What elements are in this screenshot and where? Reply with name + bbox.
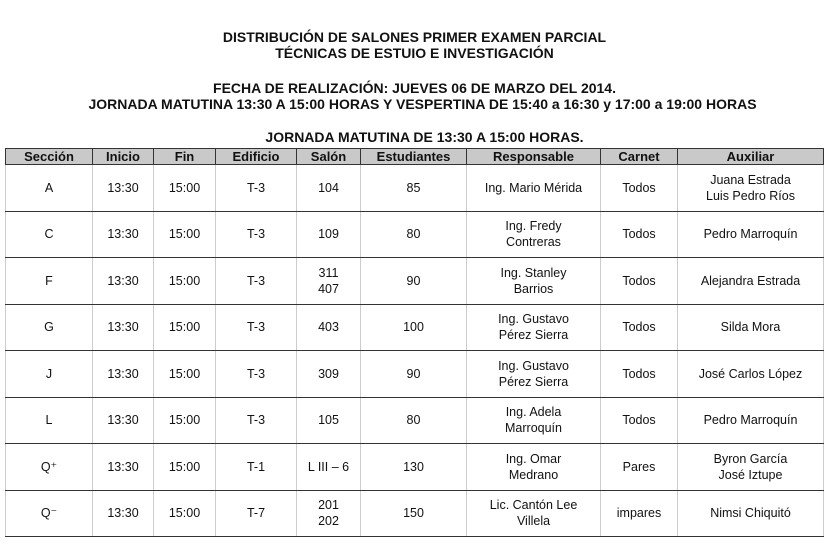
cell-text: Ing. Gustavo [498,312,569,327]
cell-text: Ing. Stanley [500,265,567,280]
cell-text: Todos [622,413,656,428]
table-cell [6,351,93,398]
table-cell [297,397,361,444]
table-cell [678,351,824,398]
table-cell [297,304,361,351]
cell-text: Marroquín [505,421,562,436]
cell-text: Pérez Sierra [498,328,569,343]
cell-text: L III – 6 [307,459,350,474]
table-cell [601,304,678,351]
table-cell [6,165,93,212]
cell-text: T-3 [246,273,266,288]
cell-text: Byron García [713,451,788,466]
column-header: Responsable [467,149,601,165]
table-cell [6,490,93,537]
cell-text: 201 [318,498,339,513]
cell-text: 80 [406,227,421,242]
table-cell [93,258,154,305]
cell-text: 90 [406,366,421,381]
table-cell [93,351,154,398]
cell-text: Q⁻ [40,506,58,521]
cell-text: T-1 [246,459,266,474]
cell-text: Luis Pedro Ríos [706,188,795,203]
table-cell [6,444,93,491]
table-cell [678,211,824,258]
cell-text: 80 [406,413,421,428]
table-cell [6,211,93,258]
table-cell [297,258,361,305]
table-cell [297,444,361,491]
cell-text: 85 [406,180,421,195]
column-header: Salón [297,149,361,165]
cell-text: Todos [622,320,656,335]
table-cell [467,165,601,212]
table-cell [601,351,678,398]
table-cell [467,490,601,537]
table-cell [361,304,467,351]
table-cell [361,165,467,212]
cell-text: 15:00 [168,227,201,242]
cell-text: L [45,413,53,428]
table-cell [601,258,678,305]
table-cell [154,397,216,444]
cell-text: Pedro Marroquín [703,227,798,242]
cell-text: 13:30 [107,227,139,242]
cell-text: Todos [622,366,656,381]
table-cell [216,165,297,212]
table-cell [154,304,216,351]
table-cell [467,444,601,491]
cell-text: José Iztupe [718,467,783,482]
cell-text: 130 [403,459,424,474]
table-cell [216,211,297,258]
cell-text: Pares [622,459,656,474]
table-cell [93,211,154,258]
cell-text: Ing. Gustavo [498,358,569,373]
cell-text: T-3 [246,413,266,428]
cell-text: Ing. Mario Mérida [484,180,583,195]
table-row [6,444,824,491]
table-cell [361,351,467,398]
cell-text: Silda Mora [720,320,781,335]
table-cell [154,351,216,398]
cell-text: 15:00 [168,366,201,381]
schedule-info: JORNADA MATUTINA 13:30 A 15:00 HORAS Y VESPERTINA DE 15:40 a 16:30 y 17:00 a 19:00 HORAS [88,96,757,112]
table-cell [678,397,824,444]
cell-text: J [45,366,53,381]
cell-text: 311 [318,265,339,280]
table-row [6,397,824,444]
column-header: Inicio [93,149,154,165]
cell-text: Todos [622,227,656,242]
table-row [6,490,824,537]
table-cell [297,490,361,537]
column-header: Edificio [216,149,297,165]
table-cell [154,444,216,491]
table-row [6,304,824,351]
cell-text: 309 [318,366,339,381]
table-cell [467,211,601,258]
table-cell [154,258,216,305]
table-cell [216,397,297,444]
table-cell [216,304,297,351]
table-cell [361,211,467,258]
table-cell [216,351,297,398]
cell-text: 15:00 [168,273,201,288]
table-cell [361,397,467,444]
table-cell [297,165,361,212]
cell-text: 403 [318,320,339,335]
table-cell [361,444,467,491]
table-cell [467,304,601,351]
title: DISTRIBUCIÓN DE SALONES PRIMER EXAMEN PARCIAL [222,29,607,45]
table-cell [216,490,297,537]
cell-text: Villela [516,514,551,529]
cell-text: 100 [403,320,424,335]
cell-text: Ing. Adela [505,405,562,420]
cell-text: T-3 [246,227,266,242]
cell-text: A [44,180,54,195]
table-cell [678,258,824,305]
table-cell [467,258,601,305]
cell-text: Barrios [513,281,554,296]
column-header: Estudiantes [361,149,467,165]
cell-text: 105 [318,413,339,428]
table-cell [6,258,93,305]
cell-text: F [45,273,53,288]
cell-text: 202 [318,514,339,529]
room-distribution-table [5,148,824,537]
cell-text: 15:00 [168,180,201,195]
cell-text: 13:30 [107,273,139,288]
cell-text: T-7 [246,506,266,521]
table-cell [467,351,601,398]
cell-text: G [44,320,54,335]
table-cell [297,211,361,258]
table-cell [601,165,678,212]
cell-text: Ing. Omar [505,451,562,466]
cell-text: Contreras [506,235,561,250]
table-cell [678,304,824,351]
table-cell [678,444,824,491]
table-cell [601,444,678,491]
cell-text: Nimsi Chiquitó [710,506,791,521]
cell-text: Pérez Sierra [498,374,569,389]
cell-text: 13:30 [107,366,139,381]
exam-date: FECHA DE REALIZACIÓN: JUEVES 06 DE MARZO DEL 2014. [213,80,616,96]
cell-text: Lic. Cantón Lee [489,498,578,513]
column-header: Fin [154,149,216,165]
table-cell [6,304,93,351]
table-row [6,165,824,212]
cell-text: 13:30 [107,459,139,474]
column-header: Sección [6,149,93,165]
table-cell [93,397,154,444]
cell-text: Q⁺ [40,459,58,474]
cell-text: 13:30 [107,320,139,335]
table-cell [154,211,216,258]
table-cell [154,490,216,537]
table-cell [601,490,678,537]
table-cell [216,258,297,305]
table-cell [93,304,154,351]
cell-text: T-3 [246,366,266,381]
table-cell [601,397,678,444]
cell-text: 13:30 [107,180,139,195]
column-header: Auxiliar [678,149,824,165]
table-cell [467,397,601,444]
cell-text: Ing. Fredy [505,219,562,234]
cell-text: Todos [622,180,656,195]
table-row [6,351,824,398]
cell-text: 13:30 [107,413,139,428]
cell-text: 150 [403,506,424,521]
cell-text: C [44,227,54,242]
cell-text: 407 [318,281,339,296]
table-cell [216,444,297,491]
subtitle: TÉCNICAS DE ESTUIO E INVESTIGACIÓN [275,45,554,61]
cell-text: 109 [318,227,339,242]
column-header: Carnet [601,149,678,165]
cell-text: 15:00 [168,320,201,335]
table-cell [361,258,467,305]
table-cell [6,397,93,444]
cell-text: 13:30 [107,506,139,521]
cell-text: Pedro Marroquín [703,413,798,428]
table-row [6,258,824,305]
cell-text: Juana Estrada [710,172,791,187]
cell-text: 15:00 [168,413,201,428]
table-cell [93,165,154,212]
section-title: JORNADA MATUTINA DE 13:30 A 15:00 HORAS. [265,129,584,145]
cell-text: Medrano [508,467,559,482]
table-row [6,211,824,258]
cell-text: Alejandra Estrada [700,273,801,288]
table-cell [601,211,678,258]
cell-text: 90 [406,273,421,288]
table-cell [361,490,467,537]
cell-text: T-3 [246,320,266,335]
table-cell [678,165,824,212]
table-cell [678,490,824,537]
table-cell [93,490,154,537]
cell-text: T-3 [246,180,266,195]
cell-text: Todos [622,273,656,288]
table-cell [93,444,154,491]
table-cell [297,351,361,398]
cell-text: impares [616,506,662,521]
cell-text: José Carlos López [698,366,803,381]
cell-text: 104 [318,180,339,195]
table-cell [154,165,216,212]
cell-text: 15:00 [168,459,201,474]
cell-text: 15:00 [168,506,201,521]
